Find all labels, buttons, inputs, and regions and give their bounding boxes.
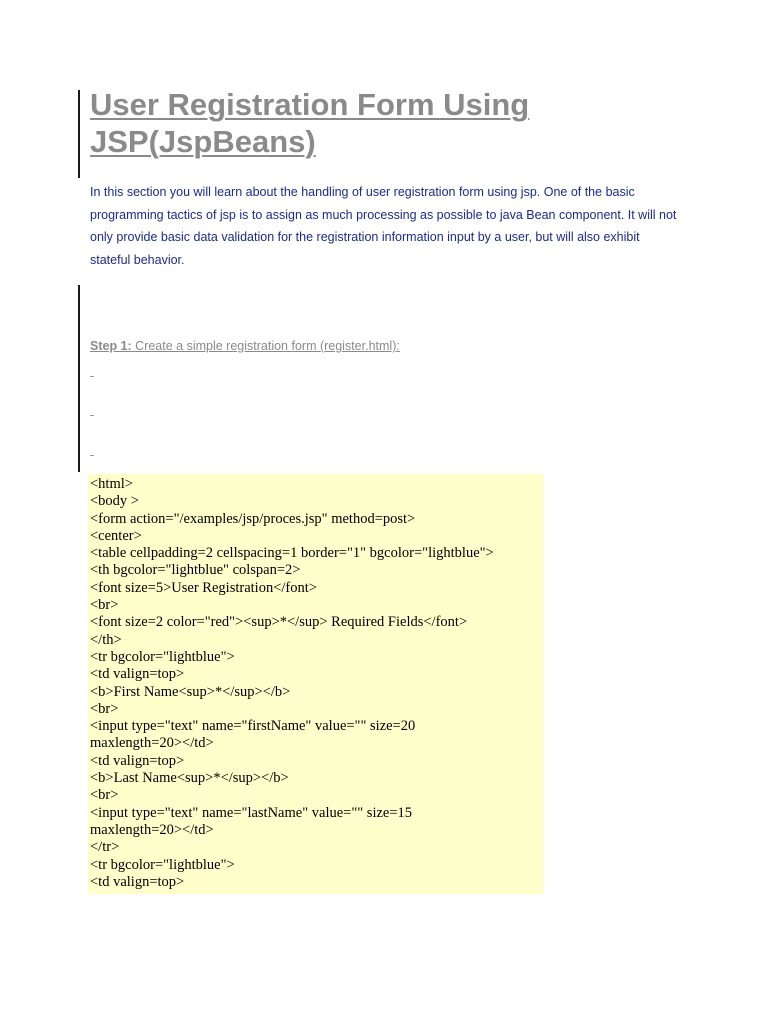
code-line: <table cellpadding=2 cellspacing=1 border="1" bgcolor="lightblue"> xyxy=(90,545,494,562)
margin-rule-middle xyxy=(78,285,80,472)
code-line: </th> xyxy=(90,631,122,648)
code-line: <body > xyxy=(90,493,139,510)
code-line: <input type="text" name="lastName" value="" size=15 xyxy=(90,804,413,821)
spacer-dash xyxy=(90,455,94,456)
code-line: <tr bgcolor="lightblue"> xyxy=(90,856,235,873)
code-line: maxlength=20></td> xyxy=(90,821,214,838)
step-label: Step 1: xyxy=(90,339,132,353)
code-line: maxlength=20></td> xyxy=(90,735,214,752)
margin-rule-top xyxy=(78,90,80,178)
code-line: </tr> xyxy=(90,839,120,856)
code-line: <br> xyxy=(90,787,119,804)
code-line: <tr bgcolor="lightblue"> xyxy=(90,648,235,665)
step-description: Create a simple registration form (register.html): xyxy=(131,339,400,353)
spacer-dash xyxy=(90,415,94,416)
code-line: <html> xyxy=(90,476,133,492)
code-line: <td valign=top> xyxy=(90,666,185,683)
code-line: <br> xyxy=(90,597,119,614)
page-title xyxy=(90,86,690,160)
code-line: <form action="/examples/jsp/proces.jsp" method=post> xyxy=(90,510,416,527)
intro-paragraph: In this section you will learn about the handling of user registration form using jsp. One of the basic programming tactics of jsp is to assign as much processing as possible to java Bean component. It will not only provide basic data validation for the registration information input by a user, but will also exhibit stateful behavior. xyxy=(90,185,677,267)
code-line: <center> xyxy=(90,527,142,544)
code-line: <b>Last Name<sup>*</sup></b> xyxy=(90,770,289,787)
title-line-2: JSP(JspBeans) xyxy=(90,124,316,159)
code-line: <br> xyxy=(90,700,119,717)
title-line-1: User Registration Form Using xyxy=(90,87,530,122)
code-line: <th bgcolor="lightblue" colspan=2> xyxy=(90,562,301,579)
step-1-heading xyxy=(90,338,400,354)
code-line: <font size=2 color="red"><sup>*</sup> Required Fields</font> xyxy=(90,614,468,631)
code-line: <td valign=top> xyxy=(90,873,185,890)
spacer-dash xyxy=(90,376,94,377)
code-line: <td valign=top> xyxy=(90,752,185,769)
code-line: <input type="text" name="firstName" value="" size=20 xyxy=(90,718,416,735)
code-line: <font size=5>User Registration</font> xyxy=(90,579,317,596)
code-block xyxy=(88,474,544,894)
code-line: <b>First Name<sup>*</sup></b> xyxy=(90,683,291,700)
